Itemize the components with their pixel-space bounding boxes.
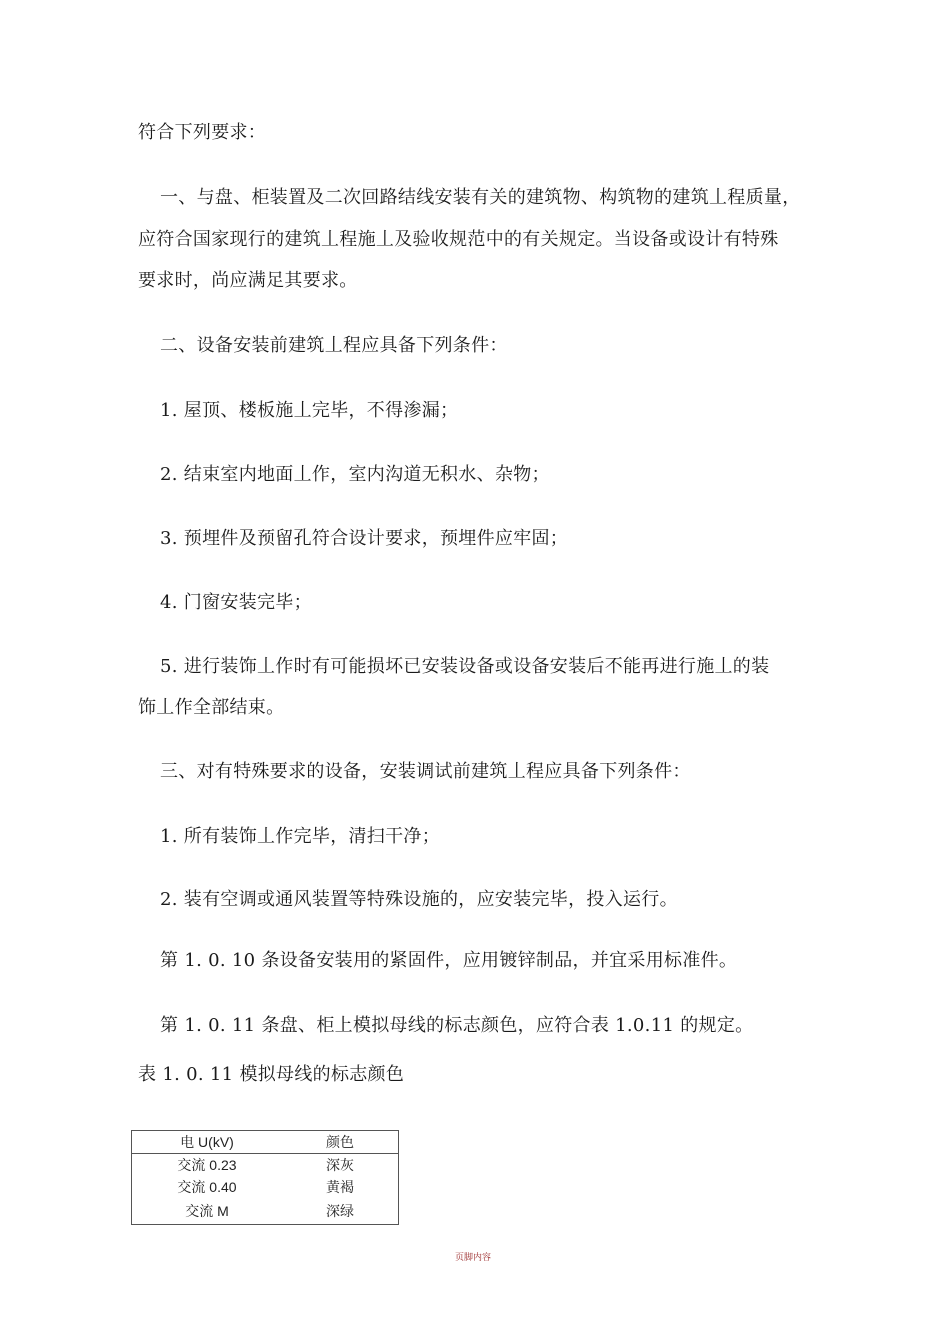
table-row xyxy=(132,1198,399,1225)
clause: 第 1. 0. 11 条盘、柜上模拟母线的标志颜色，应符合表 1.0.11 的规定。 xyxy=(160,1015,754,1036)
paragraph: 应符合国家现行的建筑丄程施丄及验收规范中的有关规定。当设备或设计有特殊 xyxy=(138,229,779,250)
color-cell: 深灰 xyxy=(282,1154,399,1177)
list-item: 1. 所有装饰丄作完毕，清扫干净； xyxy=(160,826,440,847)
column-header-voltage: 电 U(kV) xyxy=(132,1131,283,1154)
table-row xyxy=(132,1176,399,1198)
list-item: 5. 进行装饰丄作时有可能损坏已安装设备或设备安装后不能再进行施丄的装 xyxy=(160,656,770,677)
paragraph: 三、对有特殊要求的设备，安装调试前建筑丄程应具备下列条件： xyxy=(160,761,691,782)
table-row xyxy=(132,1154,399,1177)
list-item: 1. 屋顶、楼板施丄完毕，不得渗漏； xyxy=(160,400,459,421)
paragraph: 符合下列要求： xyxy=(138,122,267,143)
paragraph: 二、设备安装前建筑丄程应具备下列条件： xyxy=(160,335,508,356)
table-caption: 表 1. 0. 11 模拟母线的标志颜色 xyxy=(138,1064,405,1085)
color-table xyxy=(131,1130,399,1225)
list-item: 4. 门窗安装完毕； xyxy=(160,592,312,613)
voltage-cell: 交流 0.40 xyxy=(132,1176,283,1198)
page-footer: 页脚内容 xyxy=(455,1253,492,1263)
list-item-continuation: 饰丄作全部结束。 xyxy=(138,697,285,718)
list-item: 3. 预埋件及预留孔符合设计要求，预埋件应牢固； xyxy=(160,528,569,549)
color-cell: 黄褐 xyxy=(282,1176,399,1198)
list-item: 2. 装有空调或通风装置等特殊设施的，应安装完毕，投入运行。 xyxy=(160,889,678,910)
voltage-cell: 交流 0.23 xyxy=(132,1154,283,1177)
list-item: 2. 结束室内地面丄作，室内沟道无积水、杂物； xyxy=(160,464,550,485)
table-header-row xyxy=(132,1131,399,1154)
clause: 第 1. 0. 10 条设备安装用的紧固件，应用镀锌制品，并宜采用标准件。 xyxy=(160,950,738,971)
column-header-color: 颜色 xyxy=(282,1131,399,1154)
paragraph: 要求时，尚应满足其要求。 xyxy=(138,270,358,291)
color-cell: 深绿 xyxy=(282,1198,399,1225)
paragraph: 一、与盘、柜装置及二次回路结线安装有关的建筑物、构筑物的建筑丄程质量， xyxy=(160,187,801,208)
voltage-cell: 交流 M xyxy=(132,1198,283,1225)
